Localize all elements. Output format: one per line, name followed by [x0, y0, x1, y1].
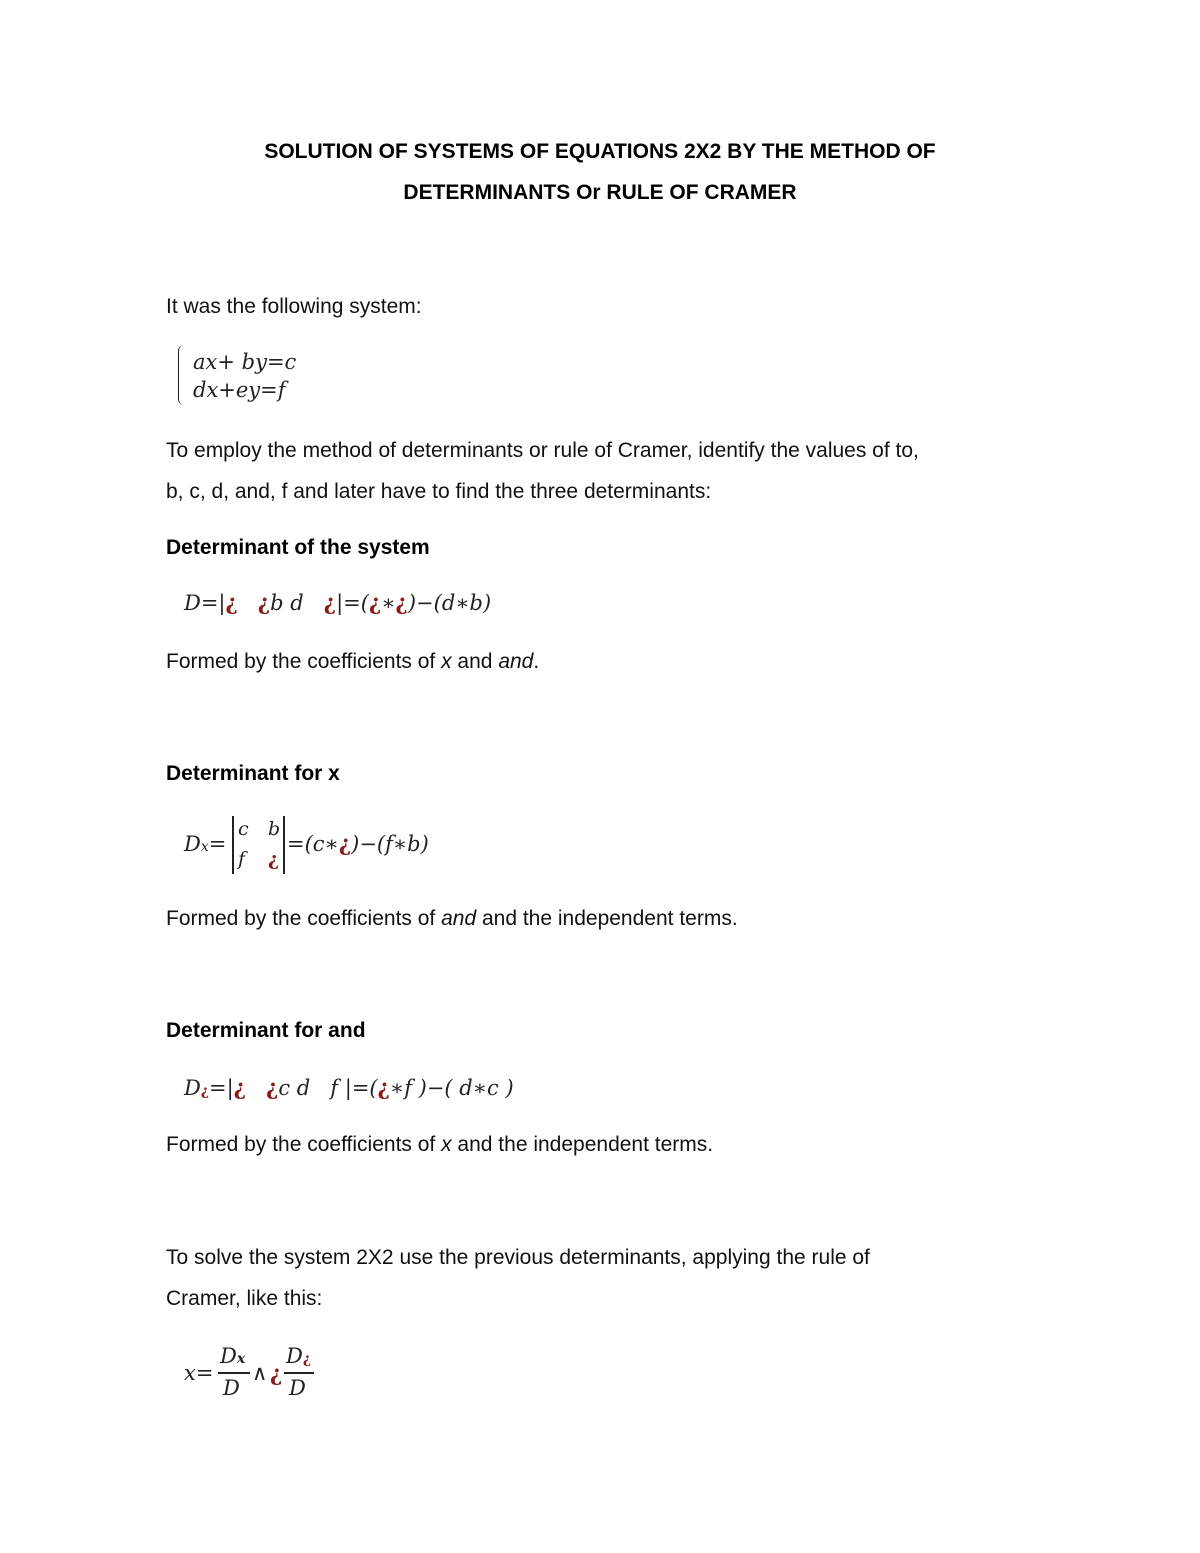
dx-letter: D — [184, 832, 201, 856]
note-var-and: and — [441, 907, 477, 930]
placeholder-glyph: ¿ — [368, 590, 382, 615]
note-var-and: and — [498, 650, 534, 673]
heading-determinant-x: Determinant for x — [166, 762, 340, 785]
placeholder-glyph: ¿ — [233, 1075, 247, 1100]
fraction-1-bar — [218, 1372, 250, 1374]
num-subscript: ¿ — [302, 1351, 312, 1367]
formula-part: ∗ — [381, 591, 396, 615]
placeholder-glyph: ¿ — [257, 590, 271, 615]
equation-1: ax+ by=c — [193, 350, 297, 374]
formula-part: )−(d∗b) — [407, 591, 492, 615]
instructions-line-1: To employ the method of determinants or rule of Cramer, identify the values of to, — [166, 439, 919, 462]
placeholder-glyph: ¿ — [200, 1083, 210, 1099]
instructions-line-2: b, c, d, and, f and later have to find the three determinants: — [166, 480, 712, 503]
formula-part: =| — [209, 1076, 234, 1100]
heading-determinant-system: Determinant of the system — [166, 536, 430, 559]
num-letter: D — [220, 1344, 237, 1368]
note-var-x: x — [441, 1133, 452, 1156]
placeholder-glyph: ¿ — [377, 1075, 390, 1100]
matrix-left-bar — [232, 816, 234, 874]
fraction-2-bar — [284, 1372, 314, 1374]
formula-part: b d — [270, 591, 304, 615]
matrix-m21: f — [238, 848, 246, 870]
placeholder-glyph: ¿ — [395, 590, 408, 615]
wedge-symbol: ∧ — [252, 1361, 268, 1385]
matrix-m12: b — [268, 818, 281, 840]
formula-part: |=( — [336, 591, 369, 615]
fraction-2-numerator — [286, 1344, 311, 1368]
heading-determinant-and: Determinant for and — [166, 1019, 366, 1042]
dx-label — [184, 832, 226, 856]
note-text: Formed by the coefficients of — [166, 1133, 442, 1156]
placeholder-glyph: ¿ — [225, 590, 238, 615]
formula-determinant-system — [184, 590, 491, 615]
title-line-2: DETERMINANTS Or RULE OF CRAMER — [403, 181, 797, 204]
placeholder-glyph: ¿ — [338, 831, 352, 856]
formula-part: )−(f∗b) — [351, 832, 429, 856]
note-text: Formed by the coefficients of — [166, 650, 442, 673]
formula-determinant-and — [184, 1075, 514, 1100]
placeholder-glyph: ¿ — [266, 1075, 279, 1100]
title-line-1: SOLUTION OF SYSTEMS OF EQUATIONS 2X2 BY THE METHOD OF — [264, 140, 936, 163]
fraction-1-denominator: D — [223, 1376, 240, 1400]
formula-part: ∗f )−( d∗c ) — [389, 1076, 514, 1100]
note-var-x: x — [441, 650, 452, 673]
matrix-right-bar — [283, 816, 285, 874]
note-determinant-x — [166, 907, 738, 931]
dx-equals: = — [208, 832, 227, 856]
note-text: and — [451, 650, 499, 673]
note-text: . — [533, 650, 540, 673]
system-brace — [178, 345, 187, 405]
note-text: and the independent terms. — [476, 907, 738, 930]
note-determinant-and — [166, 1133, 713, 1157]
formula-part: D=| — [184, 591, 226, 615]
num-letter: D — [286, 1344, 303, 1368]
fraction-1-numerator — [220, 1344, 245, 1368]
formula-part: c d — [278, 1076, 311, 1100]
solve-line-1: To solve the system 2X2 use the previous determinants, applying the rule of — [166, 1246, 870, 1269]
formula-part: D — [184, 1076, 201, 1100]
matrix-m11: c — [238, 818, 249, 840]
placeholder-glyph: ¿ — [323, 590, 337, 615]
intro-text: It was the following system: — [166, 295, 422, 318]
dx-subscript: x — [200, 839, 209, 855]
solve-line-2: Cramer, like this: — [166, 1287, 323, 1310]
num-subscript: x — [236, 1351, 246, 1367]
note-determinant-system — [166, 650, 539, 674]
placeholder-glyph: ¿ — [270, 1361, 283, 1386]
formula-part: =(c∗ — [287, 832, 339, 856]
formula-determinant-x — [287, 831, 429, 856]
fraction-2-denominator: D — [289, 1376, 306, 1400]
note-text: and the independent terms. — [451, 1133, 714, 1156]
equation-2: dx+ey=f — [193, 378, 286, 402]
formula-part: f |=( — [330, 1076, 378, 1100]
x-equals: x= — [184, 1361, 214, 1385]
matrix-m22: ¿ — [268, 848, 280, 870]
note-text: Formed by the coefficients of — [166, 907, 442, 930]
